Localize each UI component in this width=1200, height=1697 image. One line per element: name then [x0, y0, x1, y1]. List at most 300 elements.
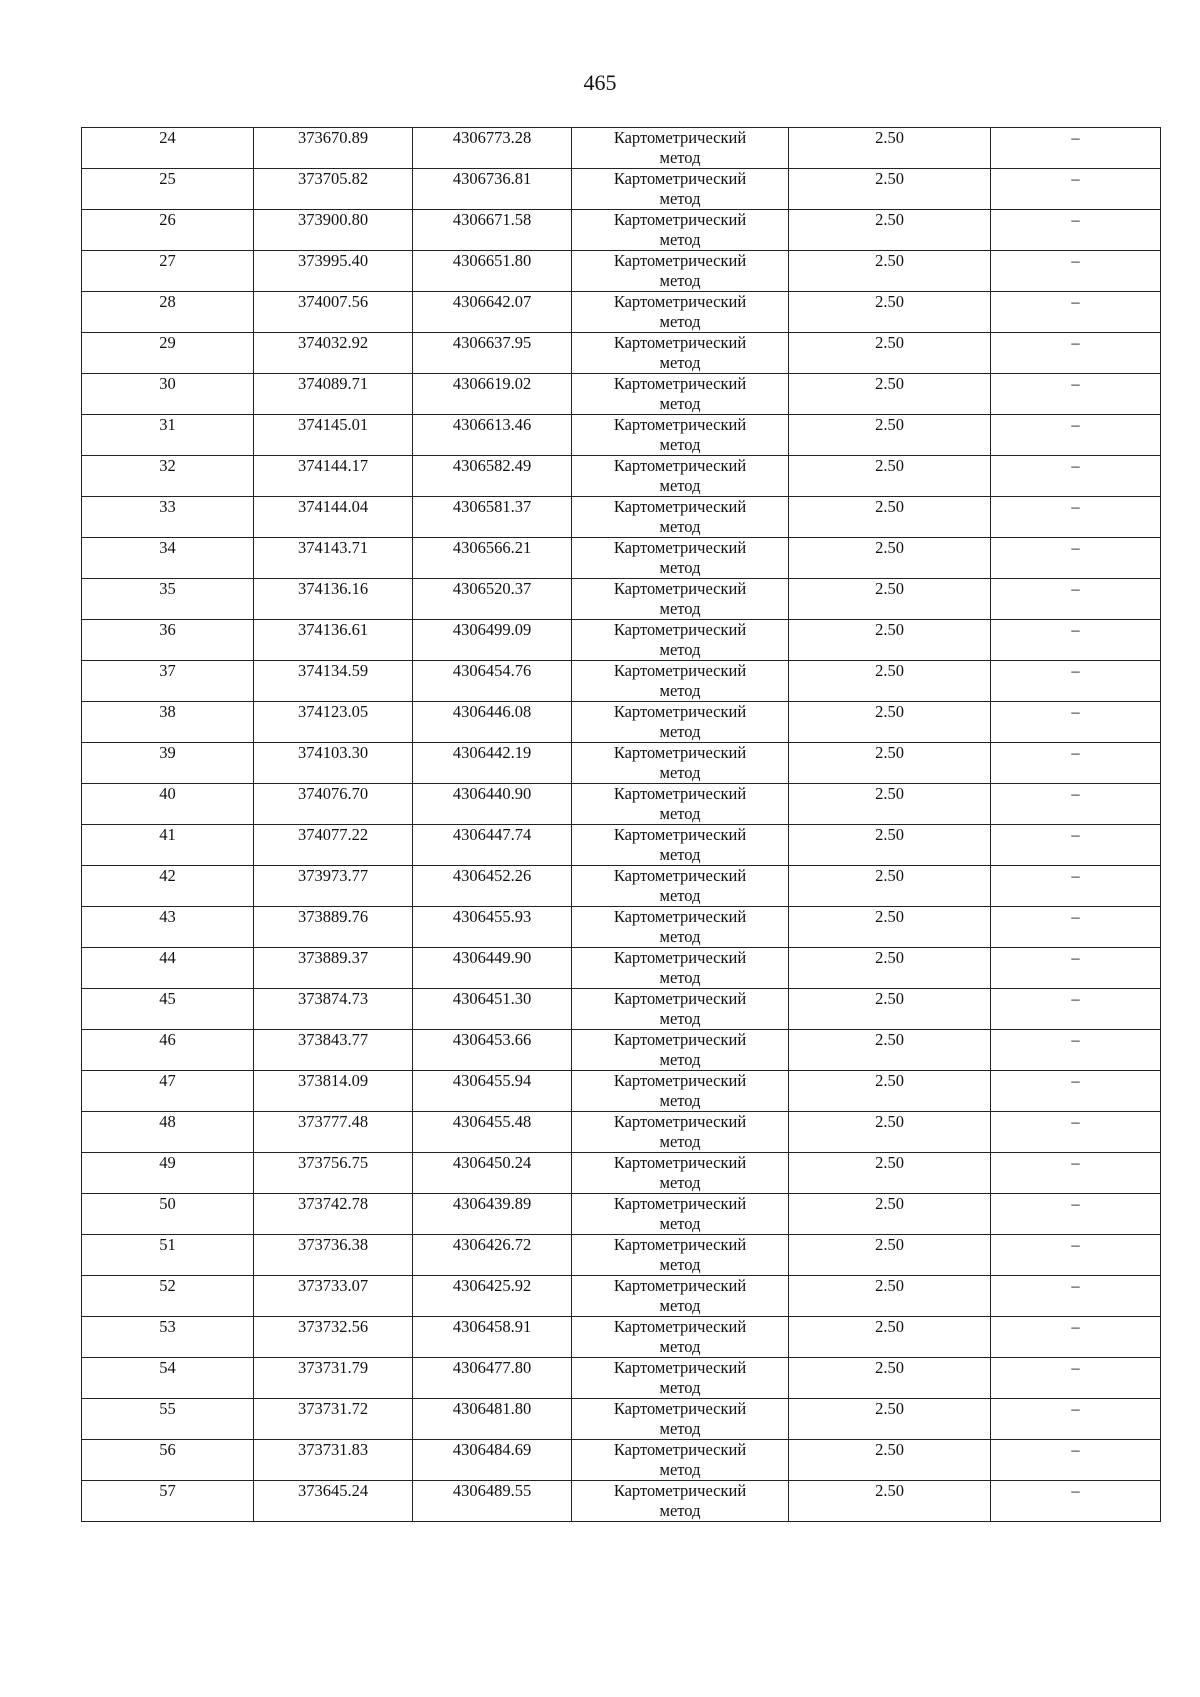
note-cell: – [991, 948, 1161, 989]
x-coordinate-cell: 374103.30 [254, 743, 413, 784]
method-line-1: Картометрический [613, 1030, 747, 1049]
method-cell [572, 292, 789, 333]
y-coordinate-cell: 4306637.95 [413, 333, 572, 374]
point-number-cell: 55 [82, 1399, 254, 1440]
y-coordinate-cell: 4306619.02 [413, 374, 572, 415]
note-cell: – [991, 292, 1161, 333]
method-cell [572, 497, 789, 538]
method-cell [572, 989, 789, 1030]
table-row [82, 538, 1161, 579]
y-coordinate-cell: 4306566.21 [413, 538, 572, 579]
x-coordinate-cell: 373731.72 [254, 1399, 413, 1440]
method-line-1: Картометрический [613, 866, 747, 885]
point-number-cell: 33 [82, 497, 254, 538]
method-line-2: метод [659, 1255, 701, 1274]
accuracy-cell: 2.50 [789, 374, 991, 415]
method-line-1: Картометрический [613, 1481, 747, 1500]
y-coordinate-cell: 4306451.30 [413, 989, 572, 1030]
method-line-2: метод [659, 1419, 701, 1438]
coordinates-table-body [82, 128, 1161, 1522]
table-row [82, 579, 1161, 620]
table-row [82, 251, 1161, 292]
method-line-2: метод [659, 599, 701, 618]
y-coordinate-cell: 4306520.37 [413, 579, 572, 620]
method-line-1: Картометрический [613, 1399, 747, 1418]
x-coordinate-cell: 374136.61 [254, 620, 413, 661]
method-cell [572, 1112, 789, 1153]
method-line-2: метод [659, 927, 701, 946]
point-number-cell: 53 [82, 1317, 254, 1358]
y-coordinate-cell: 4306642.07 [413, 292, 572, 333]
point-number-cell: 56 [82, 1440, 254, 1481]
note-cell: – [991, 1153, 1161, 1194]
y-coordinate-cell: 4306581.37 [413, 497, 572, 538]
method-line-1: Картометрический [613, 1235, 747, 1254]
y-coordinate-cell: 4306449.90 [413, 948, 572, 989]
x-coordinate-cell: 373670.89 [254, 128, 413, 169]
method-cell [572, 128, 789, 169]
note-cell: – [991, 989, 1161, 1030]
x-coordinate-cell: 373777.48 [254, 1112, 413, 1153]
y-coordinate-cell: 4306613.46 [413, 415, 572, 456]
y-coordinate-cell: 4306446.08 [413, 702, 572, 743]
table-row [82, 1153, 1161, 1194]
method-line-1: Картометрический [613, 1440, 747, 1459]
point-number-cell: 42 [82, 866, 254, 907]
accuracy-cell: 2.50 [789, 251, 991, 292]
accuracy-cell: 2.50 [789, 210, 991, 251]
table-row [82, 702, 1161, 743]
x-coordinate-cell: 373732.56 [254, 1317, 413, 1358]
point-number-cell: 44 [82, 948, 254, 989]
point-number-cell: 25 [82, 169, 254, 210]
method-line-1: Картометрический [613, 456, 747, 475]
x-coordinate-cell: 373756.75 [254, 1153, 413, 1194]
method-line-2: метод [659, 968, 701, 987]
note-cell: – [991, 210, 1161, 251]
y-coordinate-cell: 4306481.80 [413, 1399, 572, 1440]
point-number-cell: 54 [82, 1358, 254, 1399]
point-number-cell: 29 [82, 333, 254, 374]
method-line-2: метод [659, 230, 701, 249]
method-cell [572, 169, 789, 210]
method-line-2: метод [659, 353, 701, 372]
table-row [82, 374, 1161, 415]
accuracy-cell: 2.50 [789, 1276, 991, 1317]
method-line-2: метод [659, 148, 701, 167]
method-cell [572, 907, 789, 948]
y-coordinate-cell: 4306442.19 [413, 743, 572, 784]
table-row [82, 1399, 1161, 1440]
table-row [82, 1071, 1161, 1112]
x-coordinate-cell: 373843.77 [254, 1030, 413, 1071]
x-coordinate-cell: 374134.59 [254, 661, 413, 702]
point-number-cell: 51 [82, 1235, 254, 1276]
y-coordinate-cell: 4306425.92 [413, 1276, 572, 1317]
accuracy-cell: 2.50 [789, 415, 991, 456]
y-coordinate-cell: 4306450.24 [413, 1153, 572, 1194]
accuracy-cell: 2.50 [789, 292, 991, 333]
x-coordinate-cell: 374032.92 [254, 333, 413, 374]
method-cell [572, 415, 789, 456]
y-coordinate-cell: 4306489.55 [413, 1481, 572, 1522]
method-line-2: метод [659, 1460, 701, 1479]
x-coordinate-cell: 374144.04 [254, 497, 413, 538]
page-number: 465 [583, 70, 617, 95]
method-line-1: Картометрический [613, 1071, 747, 1090]
method-line-2: метод [659, 1009, 701, 1028]
method-line-2: метод [659, 1173, 701, 1192]
table-row [82, 292, 1161, 333]
y-coordinate-cell: 4306458.91 [413, 1317, 572, 1358]
table-row [82, 497, 1161, 538]
method-line-2: метод [659, 681, 701, 700]
x-coordinate-cell: 374123.05 [254, 702, 413, 743]
note-cell: – [991, 1194, 1161, 1235]
table-row [82, 989, 1161, 1030]
accuracy-cell: 2.50 [789, 948, 991, 989]
method-line-2: метод [659, 476, 701, 495]
table-row [82, 1235, 1161, 1276]
method-line-1: Картометрический [613, 661, 747, 680]
table-row [82, 1481, 1161, 1522]
method-cell [572, 1194, 789, 1235]
method-line-1: Картометрический [613, 579, 747, 598]
table-row [82, 866, 1161, 907]
method-line-2: метод [659, 886, 701, 905]
accuracy-cell: 2.50 [789, 128, 991, 169]
y-coordinate-cell: 4306651.80 [413, 251, 572, 292]
method-cell [572, 210, 789, 251]
note-cell: – [991, 169, 1161, 210]
point-number-cell: 45 [82, 989, 254, 1030]
note-cell: – [991, 1030, 1161, 1071]
x-coordinate-cell: 374076.70 [254, 784, 413, 825]
x-coordinate-cell: 373995.40 [254, 251, 413, 292]
accuracy-cell: 2.50 [789, 1235, 991, 1276]
table-row [82, 825, 1161, 866]
table-row [82, 743, 1161, 784]
accuracy-cell: 2.50 [789, 333, 991, 374]
y-coordinate-cell: 4306426.72 [413, 1235, 572, 1276]
x-coordinate-cell: 374089.71 [254, 374, 413, 415]
table-row [82, 620, 1161, 661]
note-cell: – [991, 784, 1161, 825]
accuracy-cell: 2.50 [789, 497, 991, 538]
note-cell: – [991, 1112, 1161, 1153]
method-line-2: метод [659, 271, 701, 290]
point-number-cell: 27 [82, 251, 254, 292]
y-coordinate-cell: 4306440.90 [413, 784, 572, 825]
note-cell: – [991, 579, 1161, 620]
y-coordinate-cell: 4306582.49 [413, 456, 572, 497]
accuracy-cell: 2.50 [789, 1317, 991, 1358]
note-cell: – [991, 1235, 1161, 1276]
table-row [82, 948, 1161, 989]
x-coordinate-cell: 373874.73 [254, 989, 413, 1030]
coordinates-table [81, 127, 1161, 1522]
method-cell [572, 1235, 789, 1276]
method-line-1: Картометрический [613, 1112, 747, 1131]
method-line-1: Картометрический [613, 292, 747, 311]
point-number-cell: 36 [82, 620, 254, 661]
method-line-1: Картометрический [613, 1194, 747, 1213]
accuracy-cell: 2.50 [789, 825, 991, 866]
method-line-1: Картометрический [613, 251, 747, 270]
method-line-2: метод [659, 722, 701, 741]
method-line-1: Картометрический [613, 374, 747, 393]
method-cell [572, 1276, 789, 1317]
table-row [82, 661, 1161, 702]
method-line-1: Картометрический [613, 825, 747, 844]
method-line-1: Картометрический [613, 784, 747, 803]
method-line-2: метод [659, 394, 701, 413]
method-line-1: Картометрический [613, 989, 747, 1008]
point-number-cell: 57 [82, 1481, 254, 1522]
y-coordinate-cell: 4306447.74 [413, 825, 572, 866]
table-row [82, 210, 1161, 251]
method-line-1: Картометрический [613, 128, 747, 147]
method-cell [572, 1071, 789, 1112]
method-line-2: метод [659, 1296, 701, 1315]
note-cell: – [991, 415, 1161, 456]
accuracy-cell: 2.50 [789, 1399, 991, 1440]
accuracy-cell: 2.50 [789, 702, 991, 743]
y-coordinate-cell: 4306452.26 [413, 866, 572, 907]
x-coordinate-cell: 373889.37 [254, 948, 413, 989]
note-cell: – [991, 497, 1161, 538]
method-line-1: Картометрический [613, 907, 747, 926]
method-line-2: метод [659, 640, 701, 659]
y-coordinate-cell: 4306477.80 [413, 1358, 572, 1399]
method-line-2: метод [659, 804, 701, 823]
accuracy-cell: 2.50 [789, 743, 991, 784]
method-cell [572, 1481, 789, 1522]
x-coordinate-cell: 374136.16 [254, 579, 413, 620]
table-row [82, 1030, 1161, 1071]
accuracy-cell: 2.50 [789, 1194, 991, 1235]
method-line-2: метод [659, 1501, 701, 1520]
table-row [82, 907, 1161, 948]
note-cell: – [991, 456, 1161, 497]
y-coordinate-cell: 4306455.48 [413, 1112, 572, 1153]
method-line-1: Картометрический [613, 1358, 747, 1377]
method-cell [572, 1153, 789, 1194]
x-coordinate-cell: 373814.09 [254, 1071, 413, 1112]
method-line-2: метод [659, 312, 701, 331]
method-line-2: метод [659, 517, 701, 536]
accuracy-cell: 2.50 [789, 579, 991, 620]
method-line-1: Картометрический [613, 415, 747, 434]
accuracy-cell: 2.50 [789, 1440, 991, 1481]
note-cell: – [991, 333, 1161, 374]
method-line-1: Картометрический [613, 169, 747, 188]
x-coordinate-cell: 373733.07 [254, 1276, 413, 1317]
method-cell [572, 825, 789, 866]
method-line-2: метод [659, 1337, 701, 1356]
note-cell: – [991, 538, 1161, 579]
y-coordinate-cell: 4306499.09 [413, 620, 572, 661]
accuracy-cell: 2.50 [789, 1481, 991, 1522]
point-number-cell: 31 [82, 415, 254, 456]
accuracy-cell: 2.50 [789, 907, 991, 948]
x-coordinate-cell: 374145.01 [254, 415, 413, 456]
accuracy-cell: 2.50 [789, 169, 991, 210]
x-coordinate-cell: 373742.78 [254, 1194, 413, 1235]
y-coordinate-cell: 4306484.69 [413, 1440, 572, 1481]
method-cell [572, 743, 789, 784]
note-cell: – [991, 1481, 1161, 1522]
method-line-2: метод [659, 1050, 701, 1069]
method-line-1: Картометрический [613, 1153, 747, 1172]
method-line-1: Картометрический [613, 743, 747, 762]
note-cell: – [991, 1358, 1161, 1399]
point-number-cell: 46 [82, 1030, 254, 1071]
method-cell [572, 661, 789, 702]
method-line-1: Картометрический [613, 702, 747, 721]
point-number-cell: 49 [82, 1153, 254, 1194]
table-row [82, 1194, 1161, 1235]
table-row [82, 128, 1161, 169]
method-cell [572, 1030, 789, 1071]
accuracy-cell: 2.50 [789, 1030, 991, 1071]
accuracy-cell: 2.50 [789, 661, 991, 702]
point-number-cell: 43 [82, 907, 254, 948]
table-row [82, 1358, 1161, 1399]
table-row [82, 333, 1161, 374]
accuracy-cell: 2.50 [789, 1153, 991, 1194]
point-number-cell: 39 [82, 743, 254, 784]
point-number-cell: 50 [82, 1194, 254, 1235]
method-line-2: метод [659, 845, 701, 864]
accuracy-cell: 2.50 [789, 1358, 991, 1399]
y-coordinate-cell: 4306455.94 [413, 1071, 572, 1112]
x-coordinate-cell: 373731.79 [254, 1358, 413, 1399]
note-cell: – [991, 907, 1161, 948]
point-number-cell: 37 [82, 661, 254, 702]
method-cell [572, 579, 789, 620]
accuracy-cell: 2.50 [789, 1112, 991, 1153]
x-coordinate-cell: 374007.56 [254, 292, 413, 333]
method-line-1: Картометрический [613, 497, 747, 516]
point-number-cell: 35 [82, 579, 254, 620]
method-cell [572, 620, 789, 661]
method-cell [572, 538, 789, 579]
table-row [82, 784, 1161, 825]
note-cell: – [991, 702, 1161, 743]
note-cell: – [991, 825, 1161, 866]
note-cell: – [991, 661, 1161, 702]
method-line-2: метод [659, 435, 701, 454]
point-number-cell: 24 [82, 128, 254, 169]
accuracy-cell: 2.50 [789, 989, 991, 1030]
method-line-2: метод [659, 1091, 701, 1110]
accuracy-cell: 2.50 [789, 620, 991, 661]
x-coordinate-cell: 373731.83 [254, 1440, 413, 1481]
point-number-cell: 38 [82, 702, 254, 743]
note-cell: – [991, 1399, 1161, 1440]
x-coordinate-cell: 373705.82 [254, 169, 413, 210]
method-cell [572, 702, 789, 743]
method-line-1: Картометрический [613, 948, 747, 967]
point-number-cell: 32 [82, 456, 254, 497]
note-cell: – [991, 1317, 1161, 1358]
x-coordinate-cell: 373645.24 [254, 1481, 413, 1522]
point-number-cell: 26 [82, 210, 254, 251]
x-coordinate-cell: 374077.22 [254, 825, 413, 866]
method-cell [572, 456, 789, 497]
method-cell [572, 1399, 789, 1440]
method-cell [572, 251, 789, 292]
method-cell [572, 1440, 789, 1481]
note-cell: – [991, 374, 1161, 415]
method-cell [572, 374, 789, 415]
method-cell [572, 1358, 789, 1399]
accuracy-cell: 2.50 [789, 784, 991, 825]
point-number-cell: 47 [82, 1071, 254, 1112]
method-line-1: Картометрический [613, 1276, 747, 1295]
point-number-cell: 41 [82, 825, 254, 866]
x-coordinate-cell: 373973.77 [254, 866, 413, 907]
method-line-2: метод [659, 558, 701, 577]
y-coordinate-cell: 4306439.89 [413, 1194, 572, 1235]
method-cell [572, 784, 789, 825]
y-coordinate-cell: 4306736.81 [413, 169, 572, 210]
accuracy-cell: 2.50 [789, 1071, 991, 1112]
method-line-1: Картометрический [613, 333, 747, 352]
point-number-cell: 28 [82, 292, 254, 333]
note-cell: – [991, 1440, 1161, 1481]
note-cell: – [991, 1071, 1161, 1112]
method-line-2: метод [659, 1378, 701, 1397]
method-cell [572, 948, 789, 989]
x-coordinate-cell: 373736.38 [254, 1235, 413, 1276]
table-row [82, 1276, 1161, 1317]
y-coordinate-cell: 4306671.58 [413, 210, 572, 251]
y-coordinate-cell: 4306453.66 [413, 1030, 572, 1071]
table-row [82, 456, 1161, 497]
table-row [82, 169, 1161, 210]
accuracy-cell: 2.50 [789, 866, 991, 907]
y-coordinate-cell: 4306454.76 [413, 661, 572, 702]
x-coordinate-cell: 373889.76 [254, 907, 413, 948]
note-cell: – [991, 1276, 1161, 1317]
x-coordinate-cell: 374143.71 [254, 538, 413, 579]
note-cell: – [991, 743, 1161, 784]
note-cell: – [991, 866, 1161, 907]
accuracy-cell: 2.50 [789, 538, 991, 579]
method-cell [572, 866, 789, 907]
x-coordinate-cell: 374144.17 [254, 456, 413, 497]
method-line-1: Картометрический [613, 1317, 747, 1336]
table-row [82, 1440, 1161, 1481]
point-number-cell: 52 [82, 1276, 254, 1317]
accuracy-cell: 2.50 [789, 456, 991, 497]
y-coordinate-cell: 4306455.93 [413, 907, 572, 948]
point-number-cell: 40 [82, 784, 254, 825]
note-cell: – [991, 620, 1161, 661]
method-line-2: метод [659, 189, 701, 208]
method-line-2: метод [659, 1132, 701, 1151]
point-number-cell: 48 [82, 1112, 254, 1153]
point-number-cell: 34 [82, 538, 254, 579]
x-coordinate-cell: 373900.80 [254, 210, 413, 251]
table-row [82, 1317, 1161, 1358]
method-line-1: Картометрический [613, 620, 747, 639]
method-cell [572, 1317, 789, 1358]
method-line-1: Картометрический [613, 538, 747, 557]
table-row [82, 415, 1161, 456]
